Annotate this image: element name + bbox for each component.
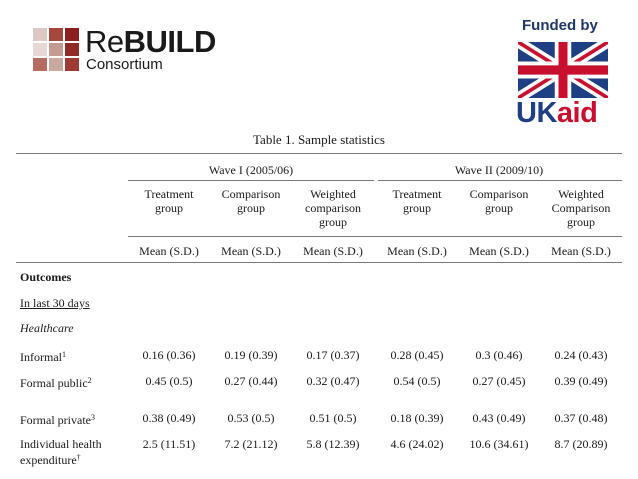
wave-1-rule	[128, 180, 374, 181]
column-header-rule	[128, 236, 622, 237]
wave-2-header: Wave II (2009/10)	[454, 163, 544, 177]
ukaid-logo	[516, 98, 597, 128]
table-cell: 0.28 (0.45)	[390, 348, 444, 362]
subsection-period: In last 30 days	[20, 296, 90, 310]
ukaid-aid: aid	[556, 97, 598, 129]
rebuild-logo	[33, 24, 243, 78]
table-cell: 0.24 (0.43)	[554, 348, 608, 362]
logo-re: Re	[85, 24, 124, 59]
wave-2-rule	[378, 180, 622, 181]
table-cell: 2.5 (11.51)	[142, 437, 196, 451]
table-cell: 0.18 (0.39)	[390, 411, 444, 425]
table-cell: 0.27 (0.45)	[472, 374, 526, 388]
table-cell: 0.17 (0.37)	[306, 348, 360, 362]
table-cell: 0.43 (0.49)	[472, 411, 526, 425]
wave-1-header: Wave I (2005/06)	[208, 163, 294, 177]
table-cell: 0.27 (0.44)	[224, 374, 278, 388]
stat-label: Mean (S.D.)	[469, 244, 529, 258]
column-header: Comparison group	[469, 187, 529, 215]
table-cell: 0.45 (0.5)	[145, 374, 193, 388]
stat-label: Mean (S.D.)	[139, 244, 199, 258]
logo-subtitle: Consortium	[86, 56, 163, 73]
table-cell: 0.3 (0.46)	[475, 348, 523, 362]
table-cell: 4.6 (24.02)	[390, 437, 444, 451]
column-header: Comparison group	[221, 187, 281, 215]
table-cell: 0.38 (0.49)	[142, 411, 196, 425]
stat-label: Mean (S.D.)	[303, 244, 363, 258]
table-top-rule	[16, 153, 622, 154]
table-cell: 0.51 (0.5)	[309, 411, 357, 425]
logo-grid-icon	[33, 28, 81, 72]
union-jack-flag-icon	[518, 42, 608, 98]
table-cell: 10.6 (34.61)	[469, 437, 529, 451]
table-cell: 0.37 (0.48)	[554, 411, 608, 425]
row-label-formal-private: Formal private$^3$	[20, 413, 95, 427]
stat-label: Mean (S.D.)	[387, 244, 447, 258]
funded-by-label: Funded by	[522, 17, 598, 34]
row-label-formal-public: Formal public$^2$	[20, 376, 92, 390]
logo-build: BUILD	[123, 24, 216, 59]
body-top-rule	[16, 262, 622, 263]
table-cell: 8.7 (20.89)	[554, 437, 608, 451]
section-outcomes: Outcomes	[20, 270, 72, 284]
column-header: Treatment group	[144, 187, 194, 215]
ukaid-uk: UK	[516, 97, 557, 129]
logo-wordmark	[85, 26, 216, 57]
column-header: Treatment group	[392, 187, 442, 215]
table-cell: 5.8 (12.39)	[306, 437, 360, 451]
table-cell: 0.16 (0.36)	[142, 348, 196, 362]
column-header: Weighted Comparison group	[551, 187, 611, 229]
table-caption: Table 1. Sample statistics	[253, 132, 385, 147]
table-cell: 7.2 (21.12)	[224, 437, 278, 451]
subsection-healthcare: Healthcare	[20, 321, 74, 335]
table-cell: 0.39 (0.49)	[554, 374, 608, 388]
table-cell: 0.32 (0.47)	[306, 374, 360, 388]
stat-label: Mean (S.D.)	[221, 244, 281, 258]
row-label-informal: Informal$^1$	[20, 350, 66, 364]
column-header: Weighted comparison group	[305, 187, 361, 229]
stat-label: Mean (S.D.)	[551, 244, 611, 258]
table-cell: 0.54 (0.5)	[393, 374, 441, 388]
table-cell: 0.19 (0.39)	[224, 348, 278, 362]
row-label-individual-health-expenditure: Individual health expenditure†	[20, 437, 102, 467]
table-cell: 0.53 (0.5)	[227, 411, 275, 425]
